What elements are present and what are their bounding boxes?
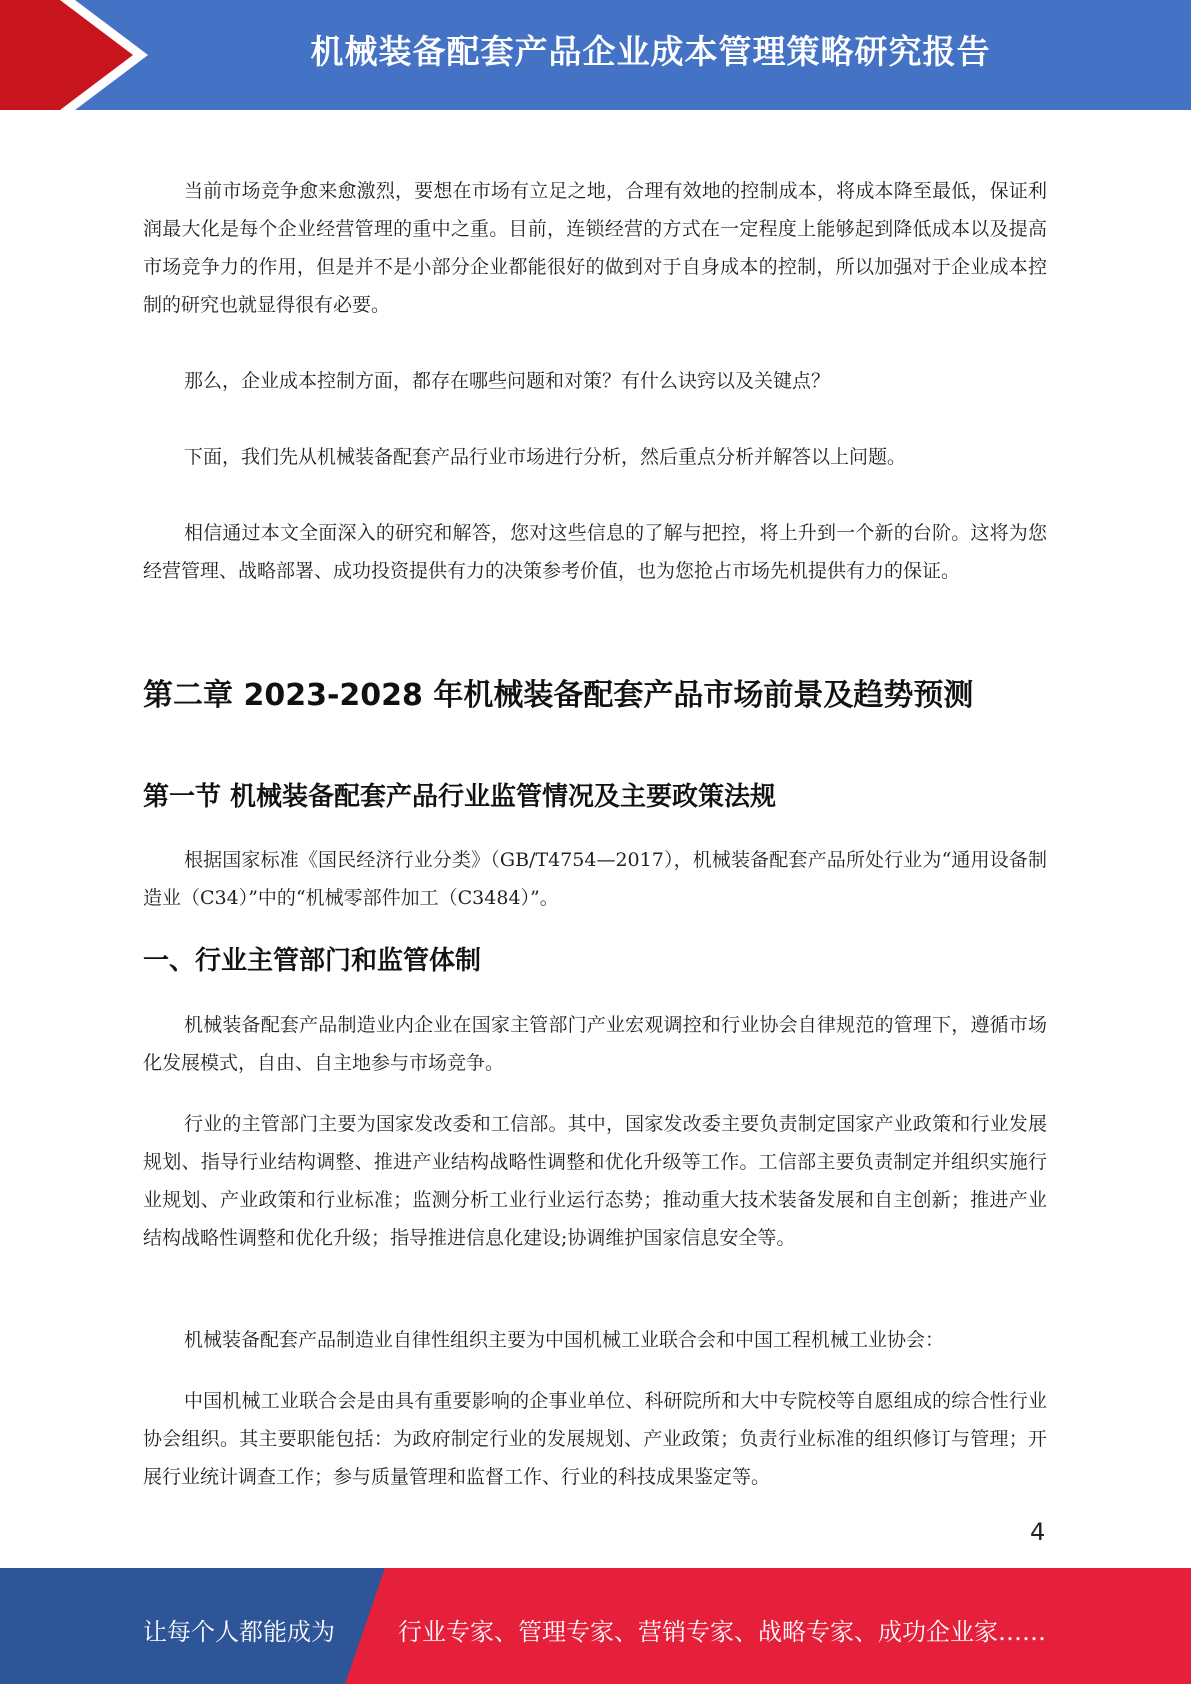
subsection-paragraph-4: 中国机械工业联合会是由具有重要影响的企事业单位、科研院所和大中专院校等自愿组成的综合性行业协会组织。其主要职能包括：为政府制定行业的发展规划、产业政策；负责行业标准的组织修订与管理；开展行业统计调查工作；参与质量管理和监督工作、行业的科技成果鉴定等。 bbox=[143, 1390, 1047, 1488]
intro-paragraph-4: 相信通过本文全面深入的研究和解答，您对这些信息的了解与把控，将上升到一个新的台阶。这将为您经营管理、战略部署、成功投资提供有力的决策参考价值，也为您抢占市场先机提供有力的保证。 bbox=[143, 522, 1047, 582]
footer-slogan-right: 行业专家、管理专家、营销专家、战略专家、成功企业家…… bbox=[398, 1618, 1046, 1646]
subsection-paragraph-2: 行业的主管部门主要为国家发改委和工信部。其中，国家发改委主要负责制定国家产业政策和行业发展规划、指导行业结构调整、推进产业结构战略性调整和优化升级等工作。工信部主要负责制定并组织实施行业规划、产业政策和行业标准；监测分析工业行业运行态势；推动重大技术装备发展和自主创新；推进产业结构战略性调整和优化升级；指导推进信息化建设;协调维护国家信息安全等。 bbox=[143, 1113, 1047, 1249]
intro-paragraph-1: 当前市场竞争愈来愈激烈，要想在市场有立足之地，合理有效地的控制成本，将成本降至最低，保证利润最大化是每个企业经营管理的重中之重。目前，连锁经营的方式在一定程度上能够起到降低成本以及提高市场竞争力的作用，但是并不是小部分企业都能很好的做到对于自身成本的控制，所以加强对于企业成本控制的研究也就显得很有必要。 bbox=[143, 180, 1047, 316]
intro-paragraph-2: 那么，企业成本控制方面，都存在哪些问题和对策？有什么诀窍以及关键点？ bbox=[184, 370, 831, 392]
section-paragraph-1: 根据国家标准《国民经济行业分类》（GB/T4754—2017），机械装备配套产品所处行业为“通用设备制造业（C34）”中的“机械零部件加工（C3484）”。 bbox=[143, 849, 1047, 909]
subsection-paragraph-1: 机械装备配套产品制造业内企业在国家主管部门产业宏观调控和行业协会自律规范的管理下，遵循市场化发展模式，自由、自主地参与市场竞争。 bbox=[143, 1014, 1047, 1074]
section-heading: 第一节 机械装备配套产品行业监管情况及主要政策法规 bbox=[143, 782, 777, 812]
report-title: 机械装备配套产品企业成本管理策略研究报告 bbox=[310, 32, 991, 71]
intro-paragraph-3: 下面，我们先从机械装备配套产品行业市场进行分析，然后重点分析并解答以上问题。 bbox=[184, 446, 907, 468]
page-number: 4 bbox=[1030, 1518, 1046, 1546]
subsection-heading: 一、行业主管部门和监管体制 bbox=[143, 946, 482, 976]
subsection-paragraph-3: 机械装备配套产品制造业自律性组织主要为中国机械工业联合会和中国工程机械工业协会： bbox=[184, 1329, 945, 1351]
header-banner bbox=[0, 0, 1191, 110]
chapter-heading: 第二章 2023-2028 年机械装备配套产品市场前景及趋势预测 bbox=[143, 678, 974, 713]
footer-slogan-left: 让每个人都能成为 bbox=[143, 1618, 335, 1646]
footer-banner bbox=[0, 1568, 1191, 1684]
